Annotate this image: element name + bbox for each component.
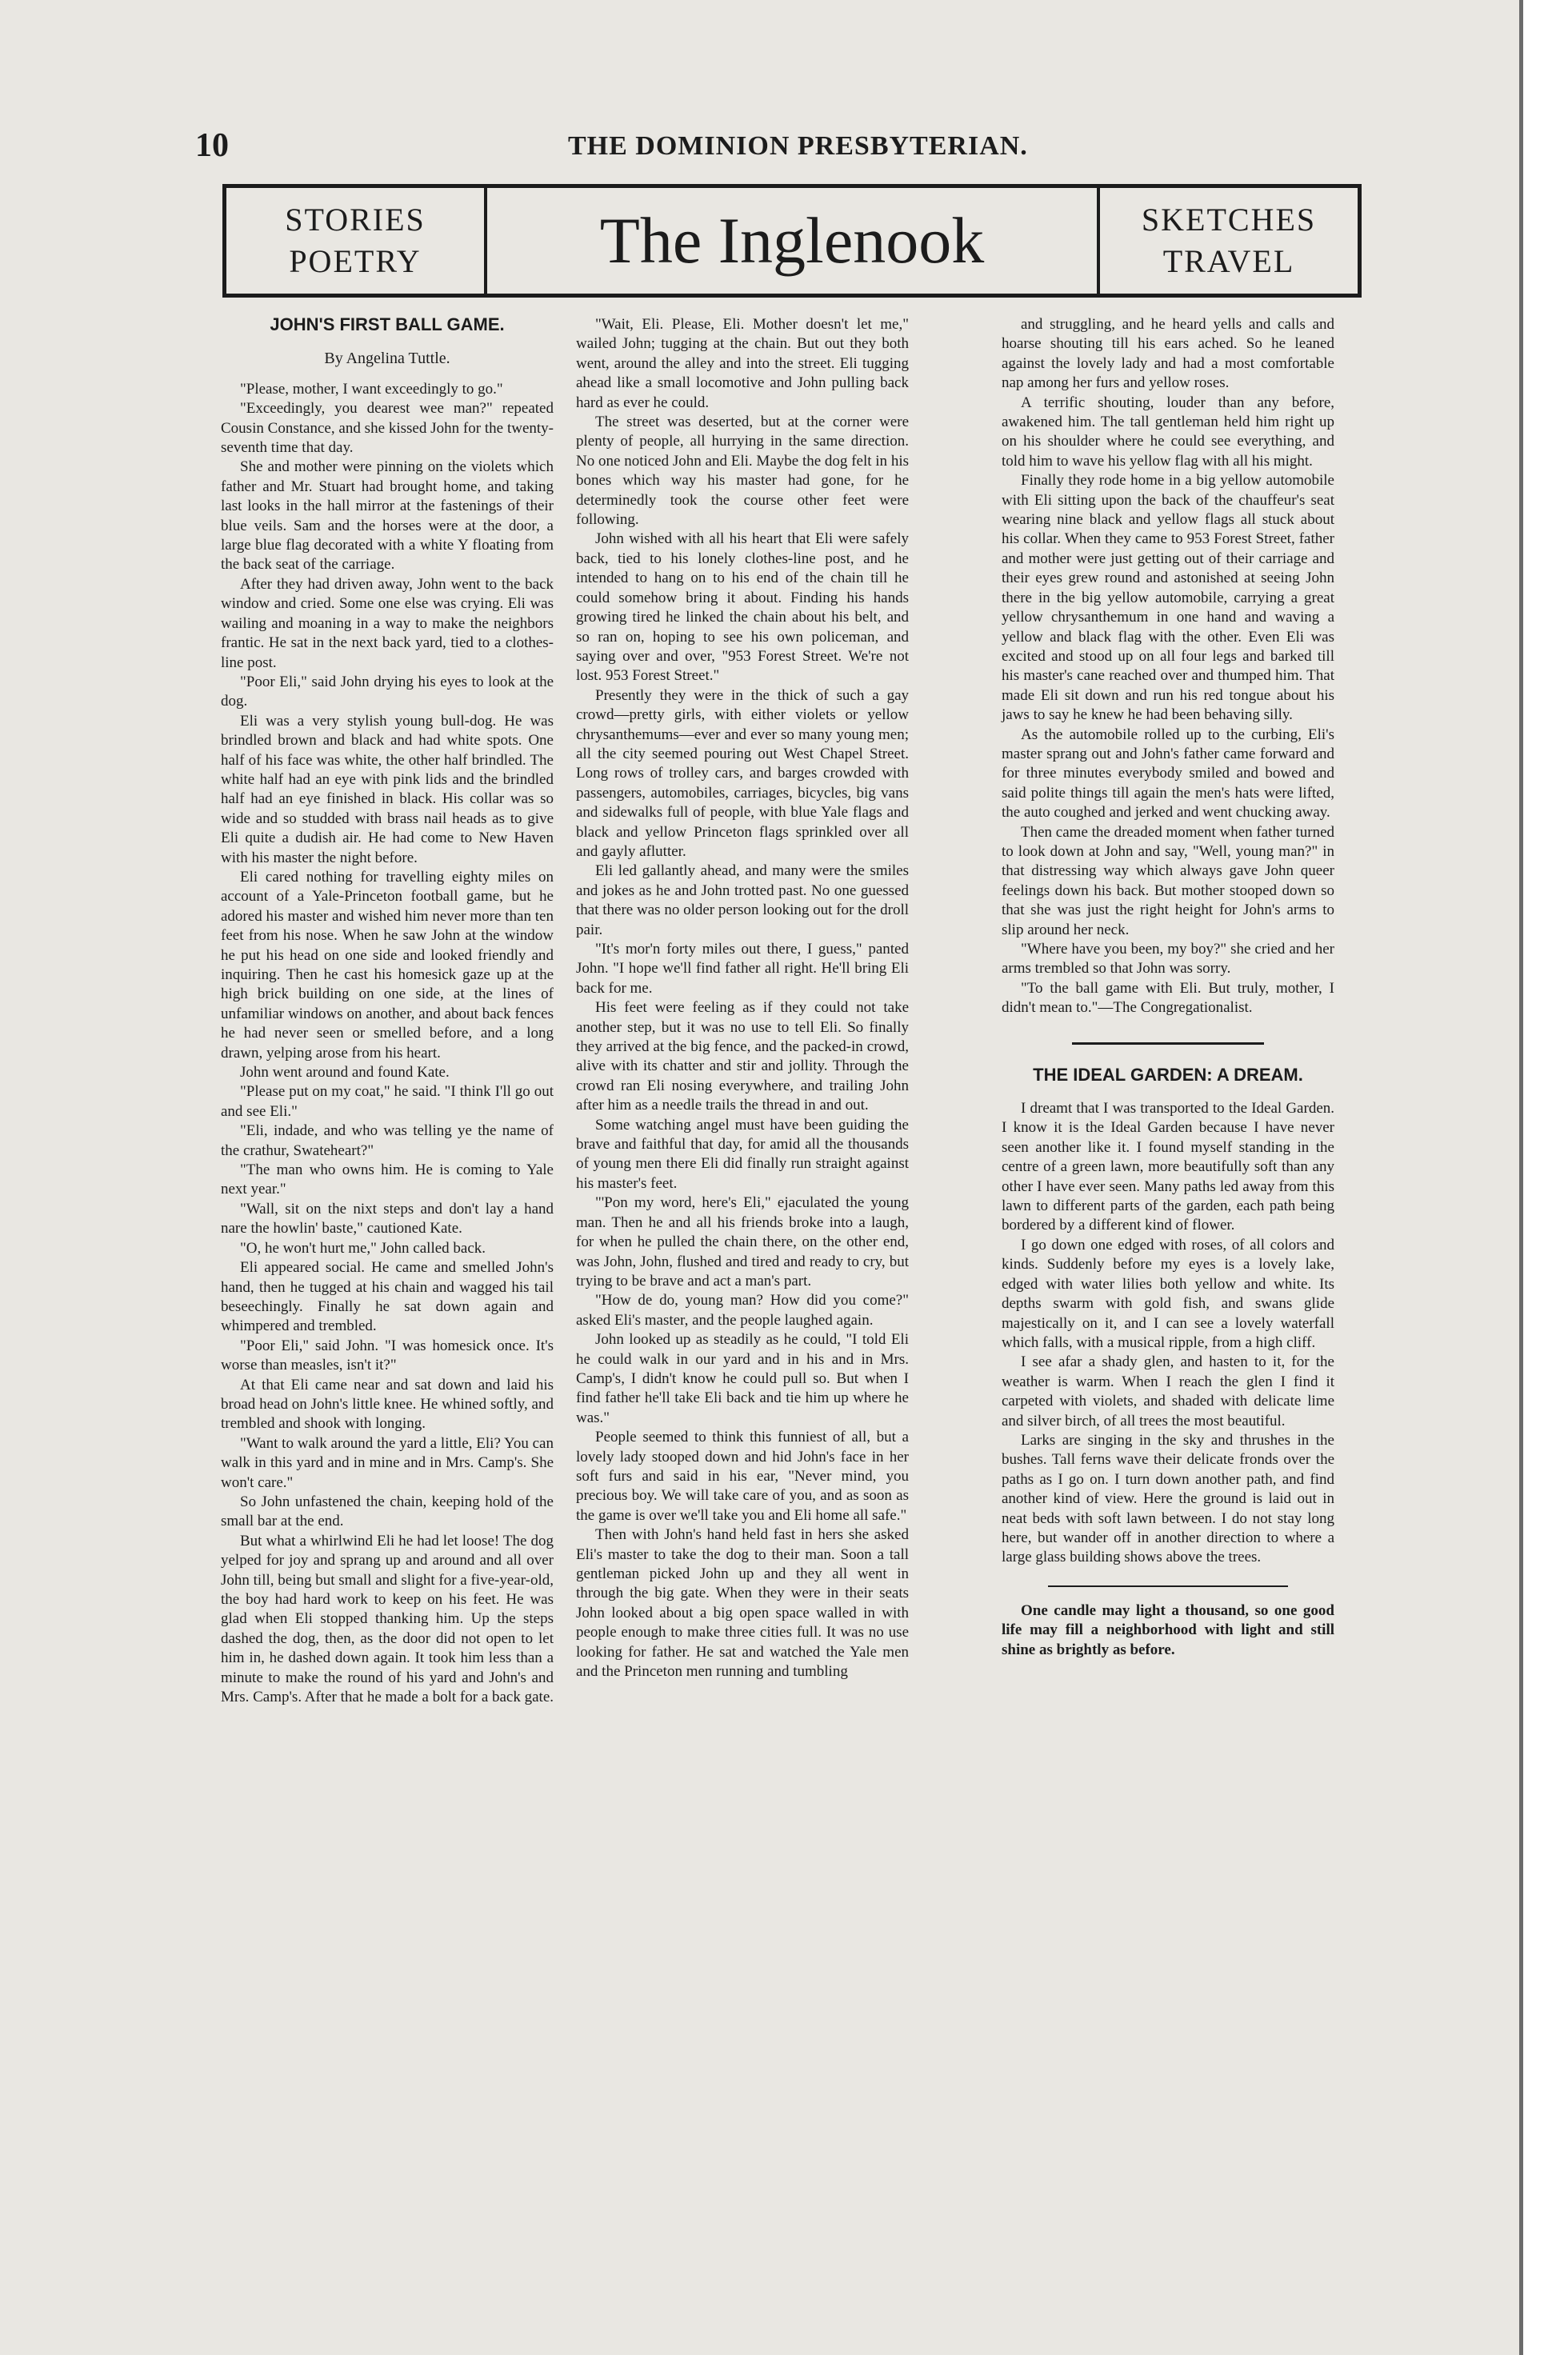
column-3 xyxy=(1002,315,1334,1660)
story-paragraph: But what a whirlwind Eli he had let loose! The dog yelped for joy and sprang up and around and all over John till, being but small and slight for a five-year-old, the boy had hard work to keep on his feet. He was glad when Eli stopped thanking him. Up the steps dashed the dog, then, as the door did not open to let him in, he dashed down again. It took him less than a minute to make the round of his yard and John's and Mrs. Camp's. After that he made a bolt for a back gate. xyxy=(221,1532,554,1706)
story-paragraph: Eli appeared social. He came and smelled John's hand, then he tugged at his chain and wagged his tail beseechingly. Finally he sat down again and whimpered and trembled. xyxy=(221,1259,554,1335)
story-paragraph: "Where have you been, my boy?" she cried and her arms trembled so that John was sorry. xyxy=(1002,941,1334,978)
story-paragraph: She and mother were pinning on the violets which father and Mr. Stuart had brought home, and taking last looks in the hall mirror at the fastenings of their blue veils. Sam and the horses were at the door, a large blue flag decorated with a white Y floating from the back seat of the carriage. xyxy=(221,458,554,574)
column-1 xyxy=(221,315,554,1707)
story-paragraph: "'Pon my word, here's Eli," ejaculated the young man. Then he and all his friends broke into a laugh, for when he pulled the chain there, on the other end, was John, John, flushed and tired and ready to cry, but trying to be brave and act a man's part. xyxy=(576,1194,909,1289)
story-paragraph: "Please put on my coat," he said. "I think I'll go out and see Eli." xyxy=(221,1083,554,1120)
story-paragraph: "Poor Eli," said John drying his eyes to look at the dog. xyxy=(221,673,554,710)
story-paragraph: "Exceedingly, you dearest wee man?" repeated Cousin Constance, and she kissed John for the twenty-seventh time that day. xyxy=(221,400,554,457)
story-paragraph: Then came the dreaded moment when father turned to look down at John and say, "Well, young man?" in that distressing way which always gave John queer feelings down his back. But mother stooped down so that she was just the right height for John's arms to slip around her neck. xyxy=(1002,823,1334,938)
garden-paragraph: I dreamt that I was transported to the Ideal Garden. I know it is the Ideal Garden because I have never seen another like it. I found myself standing in the centre of a green lawn, more beautifully soft than any other I have ever seen. Many paths led away from this lawn to different parts of the garden, each path being bordered by a different kind of flower. xyxy=(1002,1100,1334,1234)
story-paragraph: So John unfastened the chain, keeping hold of the small bar at the end. xyxy=(221,1493,554,1530)
column-2 xyxy=(576,315,909,1681)
story-paragraph: After they had driven away, John went to the back window and cried. Some one else was crying. Eli was wailing and moaning in a way to make the neighbors frantic. He sat in the next back yard, tied to a clothes-line post. xyxy=(221,575,554,671)
story-title: JOHN'S FIRST BALL GAME. xyxy=(270,314,505,334)
story-paragraph: "O, he won't hurt me," John called back. xyxy=(240,1239,486,1257)
story-paragraph: The street was deserted, but at the corner were plenty of people, all hurrying in the same direction. No one noticed John and Eli. Maybe the dog felt in his bones which way his master had gone, for he determinedly took the course other feet were following. xyxy=(576,414,909,529)
story-paragraph: "Eli, indade, and who was telling ye the name of the crathur, Swateheart?" xyxy=(221,1122,554,1159)
story-paragraph: "To the ball game with Eli. But truly, mother, I didn't mean to."—The Congregationalist. xyxy=(1002,979,1334,1017)
story-paragraph: "Wait, Eli. Please, Eli. Mother doesn't let me," wailed John; tugging at the chain. But out they both went, around the alley and into the street. Eli tugging ahead like a small locomotive and John pulling back hard as ever he could. xyxy=(576,316,909,411)
story-paragraph: "The man who owns him. He is coming to Yale next year." xyxy=(221,1162,554,1198)
story-paragraph: "Wall, sit on the nixt steps and don't lay a hand nare the howlin' baste," cautioned Kate. xyxy=(221,1200,554,1237)
story-paragraph: As the automobile rolled up to the curbing, Eli's master sprang out and John's father came forward and for three minutes everybody smiled and bowed and said polite things till again the men's hats were lifted, the auto coughed and jerked and went chucking away. xyxy=(1002,726,1334,822)
story-paragraph: Eli was a very stylish young bull-dog. He was brindled brown and black and had white spots. One half of his face was white, the other half brindled. The white half had an eye with pink lids and the brindled half had an eye finished in black. His collar was so wide and so studded with brass nail heads as to give Eli quite a dudish air. He had come to New Haven with his master the night before. xyxy=(221,712,554,866)
masthead-left-panel xyxy=(226,188,487,294)
garden-paragraph: I go down one edged with roses, of all colors and kinds. Suddenly before my eyes is a lovely lake, edged with water lilies both yellow and white. Its depths swarm with gold fish, and swans glide majestically on it, and I can see a lovely waterfall which falls, with a musical ripple, from a high cliff. xyxy=(1002,1236,1334,1351)
story-paragraph: People seemed to think this funniest of all, but a lovely lady stooped down and hid John's face in her soft furs and said in his ear, "Never mind, you precious boy. We will take care of you, and as soon as the game is over we'll take you and Eli home all safe." xyxy=(576,1429,909,1524)
story-paragraph: "How de do, young man? How did you come?" asked Eli's master, and the people laughed again. xyxy=(576,1292,909,1329)
masthead xyxy=(222,184,1362,298)
garden-title: THE IDEAL GARDEN: A DREAM. xyxy=(1033,1064,1303,1085)
filler-text: One candle may light a thousand, so one good life may fill a neighborhood with light and still shine as brightly as before. xyxy=(1002,1601,1334,1658)
page-number: 10 xyxy=(195,127,229,164)
garden-paragraph: I see afar a shady glen, and hasten to it, for the weather is warm. When I reach the glen I find it carpeted with violets, and shaded with delicate lime and silver birch, of all trees the most beautiful. xyxy=(1002,1353,1334,1429)
story-paragraph: and struggling, and he heard yells and calls and hoarse shouting till his ears ached. So he leaned against the lovely lady and had a most comfortable nap among her furs and yellow roses. xyxy=(1002,316,1334,392)
story-paragraph: His feet were feeling as if they could not take another step, but it was no use to tell Eli. So finally they arrived at the big fence, and the packed-in crowd, alive with its chatter and stir and jollity. Through the crowd ran Eli nosing everywhere, and trailing John after him as a needle trails the thread in and out. xyxy=(576,999,909,1114)
section-rule xyxy=(1072,1042,1264,1045)
running-head: THE DOMINION PRESBYTERIAN. xyxy=(568,131,1028,161)
filler-rule xyxy=(1048,1585,1288,1587)
page-edge xyxy=(1519,0,1568,2355)
masthead-title: The Inglenook xyxy=(599,204,985,277)
story-paragraph: "Please, mother, I want exceedingly to go." xyxy=(240,380,503,398)
story-paragraph: John went around and found Kate. xyxy=(240,1064,450,1082)
garden-paragraph: Larks are singing in the sky and thrushes in the bushes. Tall ferns wave their delicate fronds over the paths as I go on. I turn down another path, and find another kind of view. Here the ground is laid out in neat beds with soft lawn between. I do not stay long here, but wander off in another direction to where a large glass building shows above the trees. xyxy=(1002,1431,1334,1566)
masthead-right-line2: TRAVEL xyxy=(1162,243,1295,279)
story-paragraph: Eli led gallantly ahead, and many were the smiles and jokes as he and John trotted past. No one guessed that there was no older person looking out for the droll pair. xyxy=(576,862,909,938)
masthead-right-panel xyxy=(1097,188,1358,294)
masthead-left-line1: STORIES xyxy=(285,202,426,238)
story-paragraph: "Poor Eli," said John. "I was homesick once. It's worse than measles, isn't it?" xyxy=(221,1337,554,1374)
story-paragraph: Some watching angel must have been guiding the brave and faithful that day, for amid all the thousands of young men there Eli did finally run straight against his master's feet. xyxy=(576,1116,909,1192)
masthead-right-line1: SKETCHES xyxy=(1141,202,1317,238)
story-paragraph: Eli cared nothing for travelling eighty miles on account of a Yale-Princeton football game, but he adored his master and wished him never more than ten feet from his nose. When he saw John at the window he put his head on one side and looked friendly and inquiring. Then he cast his homesick gaze up at the high brick building on one side, at the lines of unfamiliar windows on another, and about back fences he had never seen or smelled before, and a long drawn, yelping arose from his heart. xyxy=(221,868,554,1062)
story-paragraph: A terrific shouting, louder than any before, awakened him. The tall gentleman held him right up on his shoulder where he could see everything, and told him to wave his yellow flag with all his might. xyxy=(1002,394,1334,470)
story-paragraph: "It's mor'n forty miles out there, I guess," panted John. "I hope we'll find father all right. He'll bring Eli back for me. xyxy=(576,941,909,997)
story-paragraph: Then with John's hand held fast in hers she asked Eli's master to take the dog to their man. Soon a tall gentleman picked John up and they all went in through the big gate. When they were in their seats John looked about a big open space walled in with people enough to make three cities full. It was no use looking for father. He sat and watched the Yale men and the Princeton men running and tumbling xyxy=(576,1526,909,1681)
masthead-left-line2: POETRY xyxy=(289,243,422,279)
story-paragraph: John looked up as steadily as he could, "I told Eli he could walk in our yard and in his and in Mrs. Camp's, I didn't know he could pull so. But when I find father he'll take Eli back and tie him up where he was." xyxy=(576,1331,909,1426)
story-byline: By Angelina Tuttle. xyxy=(324,350,450,368)
story-paragraph: "Want to walk around the yard a little, Eli? You can walk in this yard and in mine and in Mrs. Camp's. She won't care." xyxy=(221,1434,554,1491)
story-paragraph: John wished with all his heart that Eli were safely back, tied to his lonely clothes-line post, and he intended to hang on to his end of the chain till he could somehow bring it about. Finding his hands growing tired he linked the chain about his belt, and so ran on, hoping to see his own policeman, and saying over and over, "953 Forest Street. We're not lost. 953 Forest Street." xyxy=(576,530,909,685)
story-paragraph: Presently they were in the thick of such a gay crowd—pretty girls, with either violets or yellow chrysanthemums—ever and ever so many young men; all the city seemed pouring out West Chapel Street. Long rows of trolley cars, and barges crowded with passengers, automobiles, carriages, bicycles, big vans and sidewalks full of people, with blue Yale flags and black and yellow Princeton flags sprinkled over all and gayly aflutter. xyxy=(576,686,909,860)
story-paragraph: At that Eli came near and sat down and laid his broad head on John's little knee. He whined softly, and trembled and shook with longing. xyxy=(221,1376,554,1433)
story-paragraph: Finally they rode home in a big yellow automobile with Eli sitting upon the back of the chauffeur's seat wearing nine black and yellow flags all stuck about his collar. When they came to 953 Forest Street, father and mother were just getting out of their carriage and their eyes grew round and astonished at seeing John there in the big yellow automobile, carrying a great yellow chrysanthemum in one hand and waving a yellow and black flag with the other. Even Eli was excited and stood up on all four legs and barked till his master's cane reached over and thumped him. That made Eli sit down and run his red tongue about his jaws to say he knew he had been behaving silly. xyxy=(1002,472,1334,724)
